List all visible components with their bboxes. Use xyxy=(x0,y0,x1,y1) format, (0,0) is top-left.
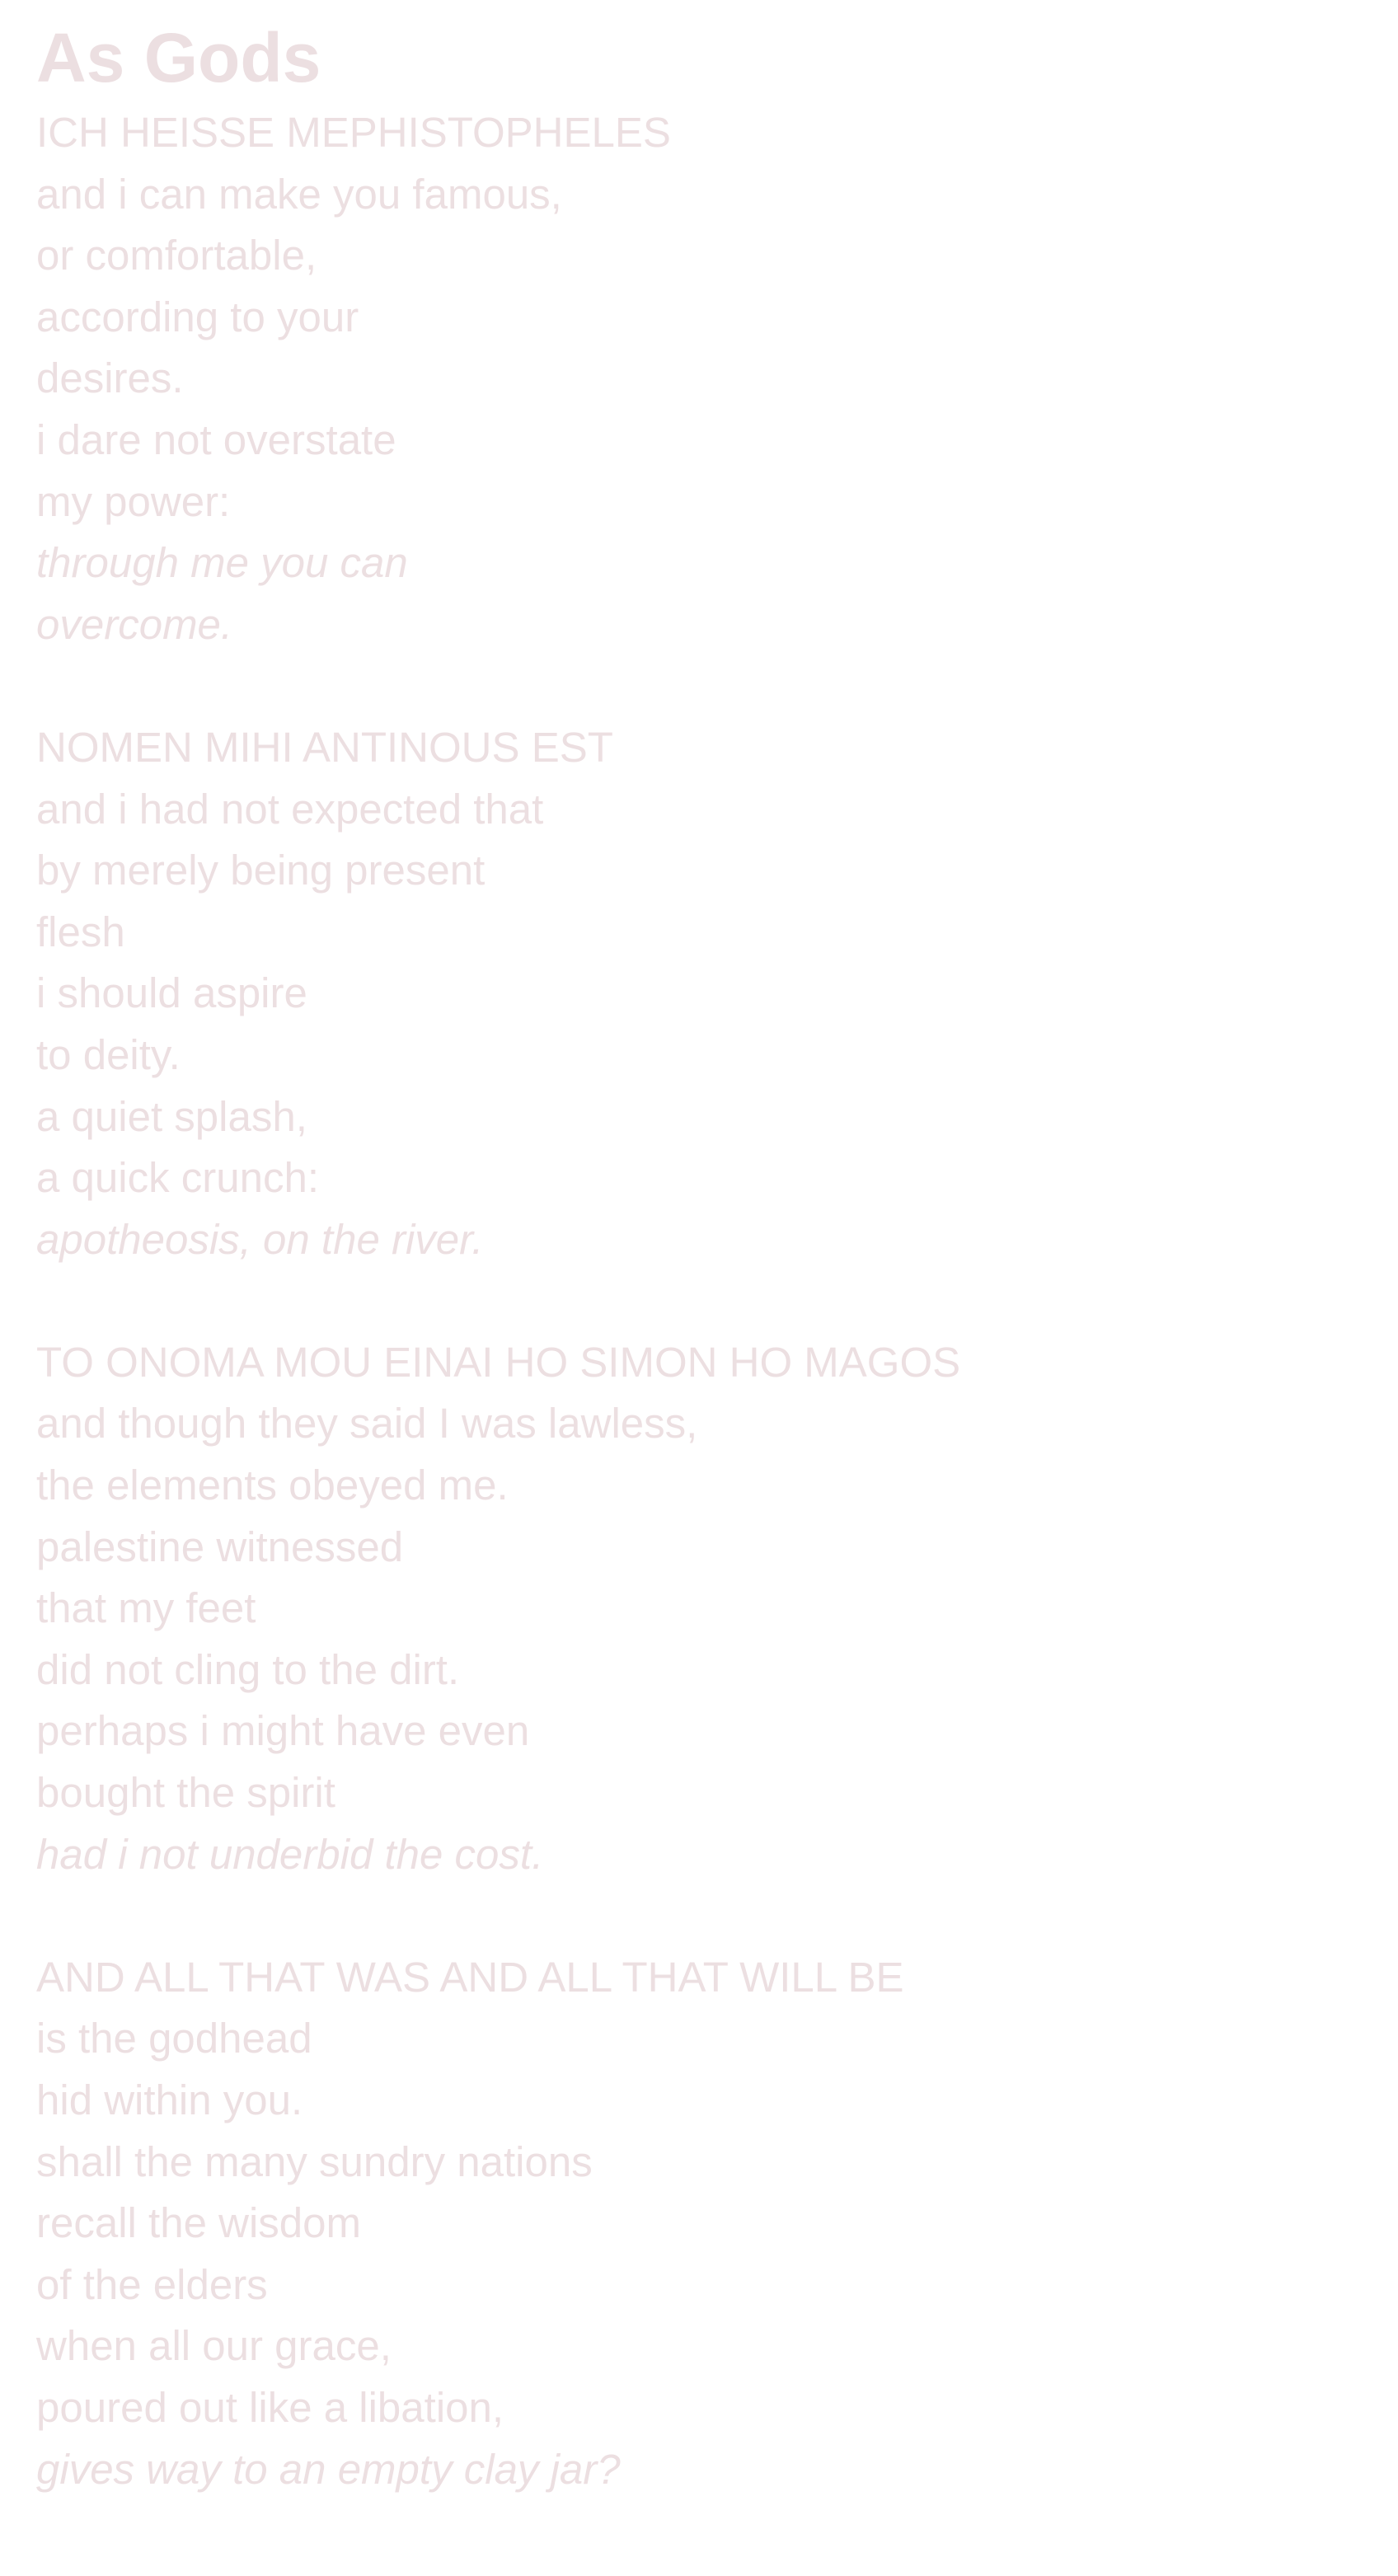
poem-line: by merely being present xyxy=(36,847,486,894)
poem-body xyxy=(36,102,1372,2500)
stanza xyxy=(36,102,1372,655)
stanza-break xyxy=(36,655,1372,717)
poem-line: according to your xyxy=(36,293,359,340)
stanza-heading-line: TO ONOMA MOU EINAI HO SIMON HO MAGOS xyxy=(36,1338,961,1386)
poem-line: is the godhead xyxy=(36,2015,312,2062)
stanza-closing-line: gives way to an empty clay jar? xyxy=(36,2445,621,2493)
poem-line: when all our grace, xyxy=(36,2322,392,2370)
stanza-break xyxy=(36,1885,1372,1947)
stanza-closing-line: had i not underbid the cost. xyxy=(36,1830,544,1878)
poem-line: and though they said I was lawless, xyxy=(36,1400,698,1448)
poem-line: i dare not overstate xyxy=(36,415,396,463)
poem-line: did not cling to the dirt. xyxy=(36,1645,460,1693)
poem-line: flesh xyxy=(36,908,125,955)
poem-line: the elements obeyed me. xyxy=(36,1462,509,1509)
poem-line: bought the spirit xyxy=(36,1769,335,1817)
poem-line: recall the wisdom xyxy=(36,2199,361,2247)
poem-line: that my feet xyxy=(36,1584,256,1632)
poem-line: hid within you. xyxy=(36,2076,303,2123)
poem-line: my power: xyxy=(36,477,231,525)
stanza-closing-line: overcome. xyxy=(36,600,233,648)
poem-line: perhaps i might have even xyxy=(36,1707,530,1755)
poem-line: palestine witnessed xyxy=(36,1523,404,1570)
poem-line: to deity. xyxy=(36,1030,181,1078)
poem-line: a quick crunch: xyxy=(36,1154,320,1202)
poem-line: shall the many sundry nations xyxy=(36,2137,593,2185)
stanza-break xyxy=(36,1270,1372,1332)
poem-line: and i had not expected that xyxy=(36,785,544,833)
poem-line: i should aspire xyxy=(36,969,307,1017)
poem-line: a quiet splash, xyxy=(36,1092,307,1140)
poem-line: of the elders xyxy=(36,2260,268,2308)
poem-title: As Gods xyxy=(36,19,321,96)
poem-line: and i can make you famous, xyxy=(36,170,562,218)
stanza xyxy=(36,1947,1372,2500)
stanza-heading-line: ICH HEISSE MEPHISTOPHELES xyxy=(36,109,671,156)
stanza-closing-line: apotheosis, on the river. xyxy=(36,1215,484,1263)
stanza xyxy=(36,717,1372,1270)
stanza xyxy=(36,1332,1372,1885)
stanza-heading-line: NOMEN MIHI ANTINOUS EST xyxy=(36,723,613,771)
poem-page xyxy=(36,0,1372,2500)
stanza-heading-line: AND ALL THAT WAS AND ALL THAT WILL BE xyxy=(36,1953,904,2001)
stanza-closing-line: through me you can xyxy=(36,539,408,587)
poem-line: or comfortable, xyxy=(36,232,317,279)
poem-line: poured out like a libation, xyxy=(36,2383,504,2431)
poem-line: desires. xyxy=(36,354,184,402)
